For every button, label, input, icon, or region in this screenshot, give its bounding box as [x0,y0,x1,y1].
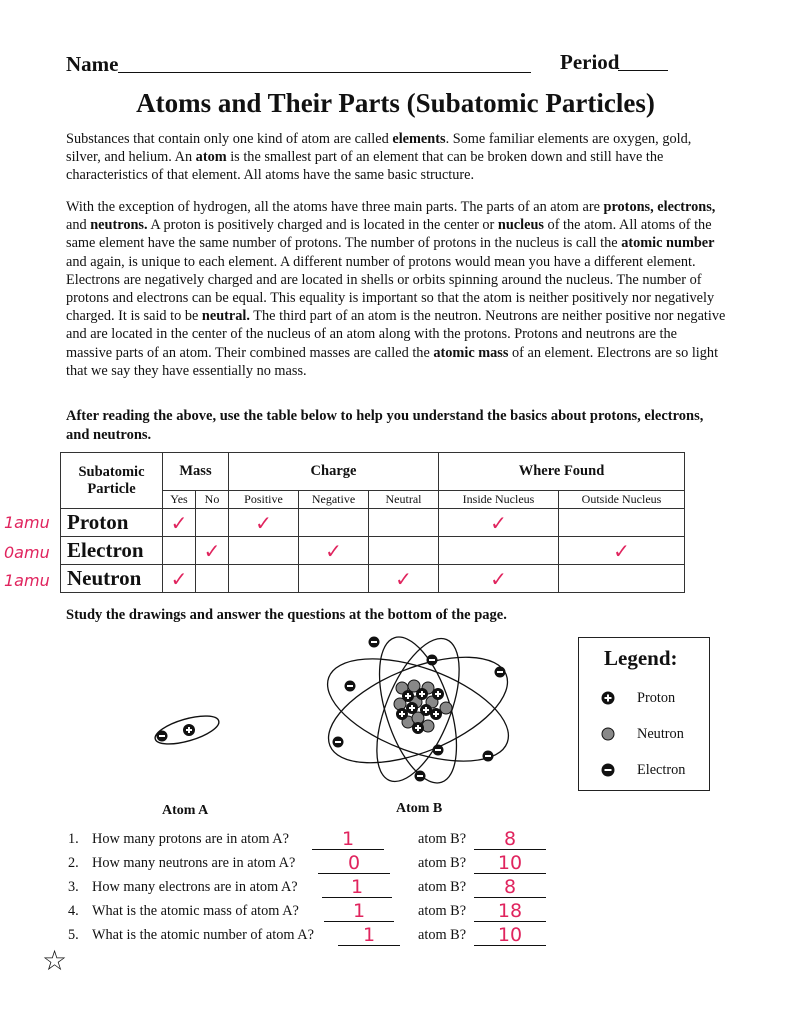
question-text: How many electrons are in atom A? [92,879,298,895]
subheader-negative: Negative [299,491,369,509]
check-cell[interactable] [369,509,439,537]
check-cell[interactable] [439,537,559,565]
answer-a-field[interactable]: 1 [322,879,392,898]
check-cell[interactable] [229,565,299,593]
table-row [61,565,685,593]
atom-b-label: atom B? [418,831,467,847]
check-cell[interactable]: ✓ [163,565,196,593]
answer-a-field[interactable]: 1 [338,927,400,946]
row-label-electron: Electron [61,537,163,565]
atom-a-caption: Atom A [162,803,209,818]
atom-a-drawing [150,710,225,750]
check-cell[interactable] [299,565,369,593]
answer-a-field[interactable]: 1 [324,903,394,922]
atom-b-label: atom B? [418,855,467,871]
atom-b-drawing [318,630,518,790]
proton-icon [183,724,195,736]
check-cell[interactable] [196,565,229,593]
period-field[interactable] [618,70,668,71]
intro-paragraph: Substances that contain only one kind of atom are called elements. Some familiar elements are oxygen, gold, silver, and helium. An atom is the smallest part of an element that can be broken down and still have the characteristics of that element. All atoms have the same basic structure. [66,131,692,184]
neutron-amu-note: 1amu [4,571,50,590]
legend-proton-label: Proton [637,690,676,706]
check-cell[interactable]: ✓ [196,537,229,565]
check-cell[interactable] [196,509,229,537]
table-row [61,537,685,565]
electron-icon [157,731,168,742]
question-text: How many protons are in atom A? [92,831,289,847]
question-number: 1. [68,831,79,847]
check-cell[interactable] [299,509,369,537]
check-cell[interactable]: ✓ [439,565,559,593]
check-cell[interactable] [163,537,196,565]
question-number: 4. [68,903,79,919]
legend-neutron-label: Neutron [637,726,684,742]
subheader-positive: Positive [229,491,299,509]
period-label: Period [560,50,620,74]
star-icon: ☆ [42,944,68,977]
check-cell[interactable] [559,509,685,537]
drawing-instruction: Study the drawings and answer the questions at the bottom of the page. [66,607,507,623]
check-cell[interactable]: ✓ [229,509,299,537]
proton-amu-note: 1amu [4,513,50,532]
electron-amu-note: 0amu [4,543,50,562]
legend-box [578,637,710,791]
subheader-yes: Yes [163,491,196,509]
check-cell[interactable]: ✓ [163,509,196,537]
particle-table [60,452,685,593]
question-number: 3. [68,879,79,895]
table-instruction: After reading the above, use the table below to help you understand the basics about protons, electrons, and neutrons. [66,408,704,443]
answer-a-field[interactable]: 0 [318,855,390,874]
header-mass: Mass [163,453,229,491]
question-text: What is the atomic mass of atom A? [92,903,299,919]
atom-b-label: atom B? [418,879,467,895]
answer-b-field[interactable]: 10 [474,855,546,874]
check-cell[interactable] [559,565,685,593]
atom-b-label: atom B? [418,903,467,919]
question-number: 2. [68,855,79,871]
electron-icon [601,763,615,777]
check-cell[interactable] [229,537,299,565]
legend-title: Legend: [604,646,678,670]
answer-b-field[interactable]: 10 [474,927,546,946]
answer-b-field[interactable]: 8 [474,879,546,898]
atom-b-caption: Atom B [396,801,443,816]
name-label: Name [66,52,119,76]
row-label-proton: Proton [61,509,163,537]
table-row [61,509,685,537]
page-title: Atoms and Their Parts (Subatomic Particles) [136,88,655,118]
subheader-no: No [196,491,229,509]
check-cell[interactable]: ✓ [369,565,439,593]
atom-b-label: atom B? [418,927,467,943]
subheader-neutral: Neutral [369,491,439,509]
header-charge: Charge [229,453,439,491]
header-particle: Subatomic Particle [61,453,163,509]
nucleus [394,680,452,734]
answer-a-field[interactable]: 1 [312,831,384,850]
neutron-icon [601,727,615,741]
name-field[interactable] [118,72,531,73]
subheader-inside-nucleus: Inside Nucleus [439,491,559,509]
question-text: What is the atomic number of atom A? [92,927,314,943]
row-label-neutron: Neutron [61,565,163,593]
check-cell[interactable]: ✓ [559,537,685,565]
question-number: 5. [68,927,79,943]
legend-electron-label: Electron [637,762,686,778]
check-cell[interactable] [369,537,439,565]
check-cell[interactable]: ✓ [439,509,559,537]
question-text: How many neutrons are in atom A? [92,855,296,871]
body-paragraph: With the exception of hydrogen, all the atoms have three main parts. The parts of an atom are protons, electrons, and neutrons. A proton is positively charged and is located in the center or nucleus of the atom. All atoms of the same element have the same number of protons. The number of protons in the nucleus is call the atomic number and again, is unique to each element. A different number of protons would mean you have a different element. Electrons are negatively charged and are located in shells or orbits spinning around the nucleus. The number of protons and electrons can be equal. This equality is important so that the atom is neither positively nor negatively charged. It is said to be neutral. The third part of an atom is the neutron. Neutrons are neither positive nor negative and are located in the center of the nucleus of an atom along with the protons. Protons and neutrons are the massive parts of an atom. Their combined masses are called the atomic mass of an element. Electrons are so light that we say they have essentially no mass. [66,199,726,379]
check-cell[interactable]: ✓ [299,537,369,565]
header-where-found: Where Found [439,453,685,491]
answer-b-field[interactable]: 8 [474,831,546,850]
subheader-outside-nucleus: Outside Nucleus [559,491,685,509]
proton-icon [601,691,615,705]
answer-b-field[interactable]: 18 [474,903,546,922]
